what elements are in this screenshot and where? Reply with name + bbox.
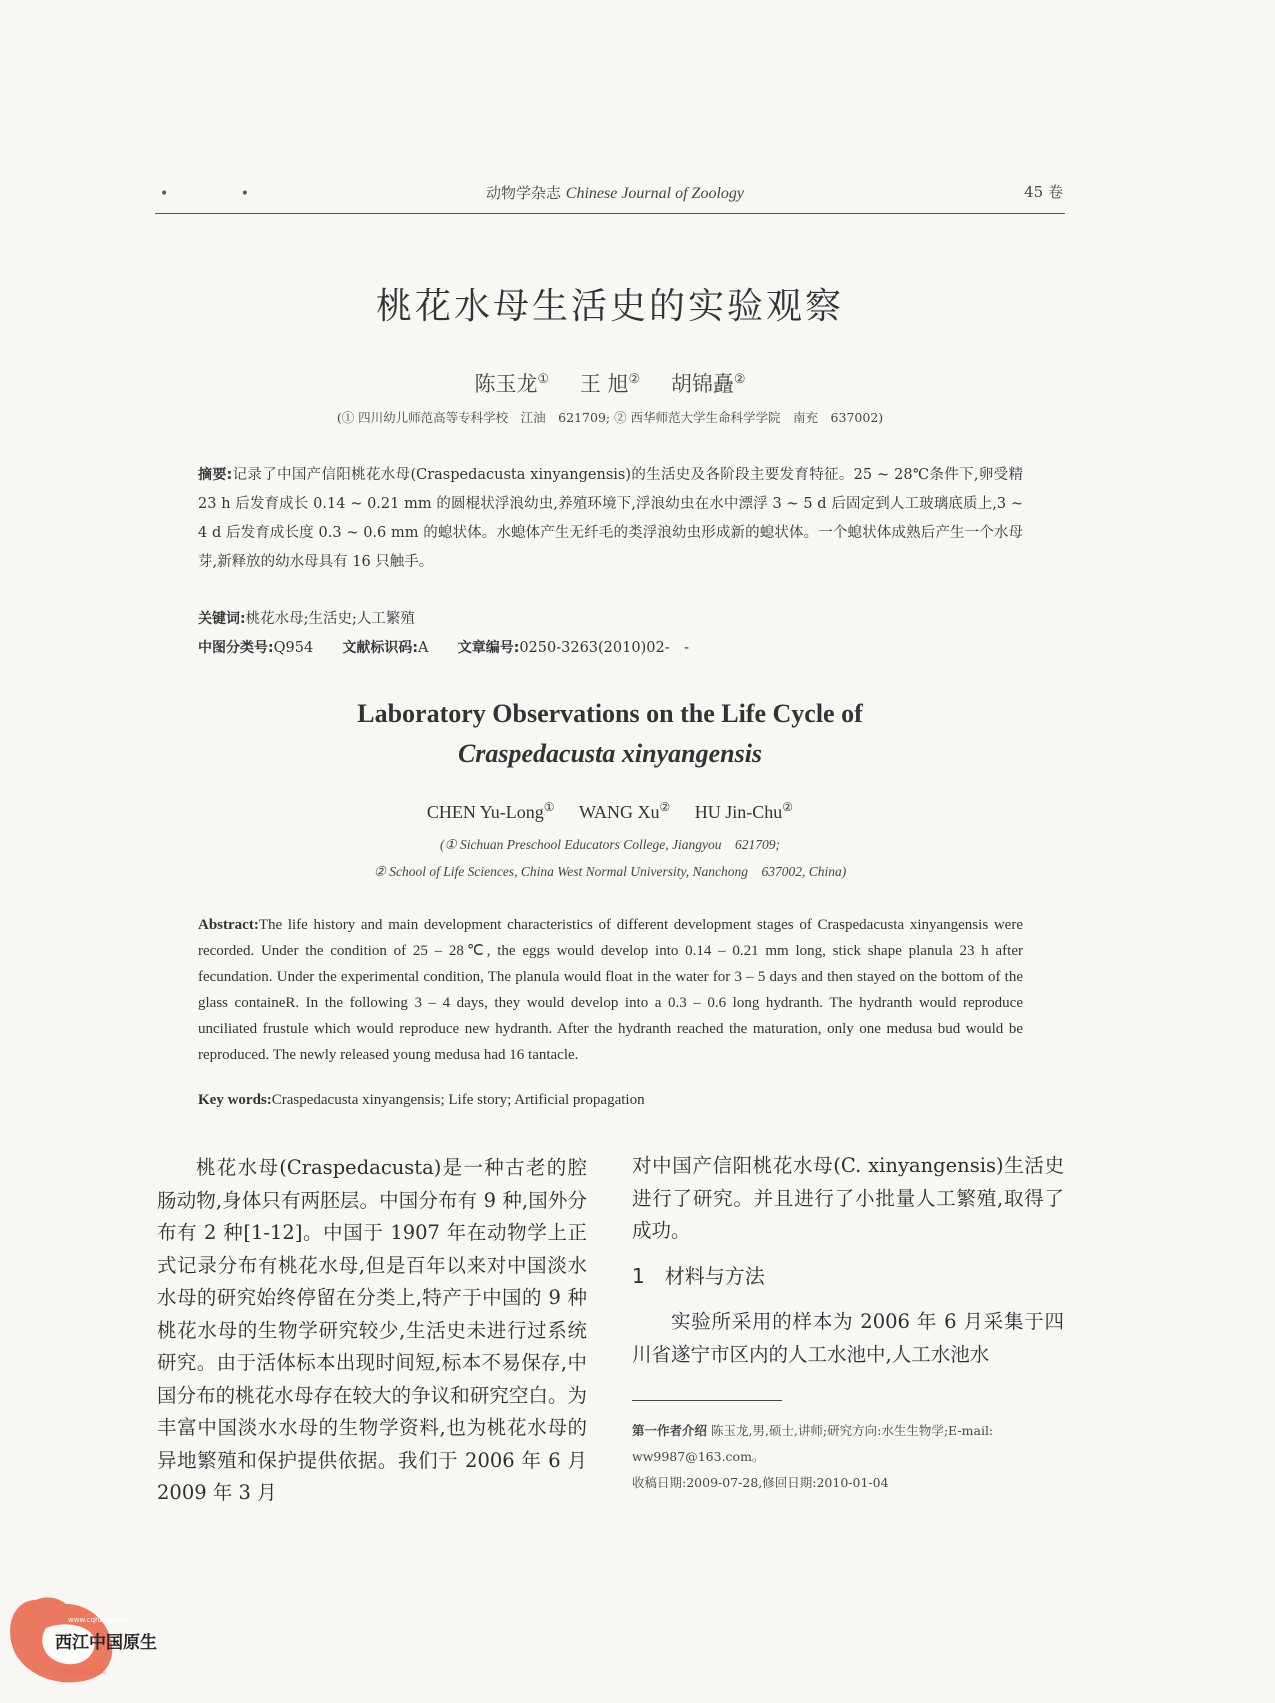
body-left-column <box>157 1152 587 1510</box>
footnote-rule <box>632 1400 782 1401</box>
logo-url: www.cqhzq.com <box>68 1616 125 1624</box>
affiliation-en-1: (① Sichuan Preschool Educators College, Jiangyou 621709; <box>439 837 781 852</box>
classification-line: 中图分类号:Q954 文献标识码:A 文章编号:0250-3263(2010)02- - <box>198 640 689 656</box>
affiliation-cn: (① 四川幼儿师范高等专科学校 江油 621709; ② 西华师范大学生命科学学院 南充 637002) <box>336 410 884 425</box>
section-title: 材料与方法 <box>664 1263 765 1288</box>
author-en-2: WANG Xu② <box>579 800 671 822</box>
abstract-label-en: Abstract: <box>198 917 259 933</box>
received-dates: 收稿日期:2009-07-28,修回日期:2010-01-04 <box>632 1475 889 1490</box>
methods-paragraph: 实验所采用的样本为 2006 年 6 月采集于四川省遂宁市区内的人工水池中,人工水池水 <box>632 1310 1064 1366</box>
author-list-en <box>0 800 1220 823</box>
volume-number: 45 卷 <box>1024 183 1063 201</box>
article-number: 0250-3263(2010)02- - <box>519 640 689 656</box>
title-en-line-1: Laboratory Observations on the Life Cycle of <box>357 699 863 728</box>
abstract-cn <box>198 461 1023 577</box>
author-footnote-label: 第一作者介绍 <box>632 1423 708 1438</box>
keywords-cn <box>198 605 1023 634</box>
intro-paragraph: 桃花水母(Craspedacusta)是一种古老的腔肠动物,身体只有两胚层。中国分布有 9 种,国外分布有 2 种[1-12]。中国于 1907 年在动物学上正式记录分布有桃花水母,但是百年以来对中国淡水水母的研究始终停留在分类上,特产于中国的 9 种桃花水母的生物学研究较少,生活史未进行过系统研究。由于活体标本出现时间短,标本不易保存,中国分布的桃花水母存在较大的争议和研究空白。为丰富中国淡水水母的生物学资料,也为桃花水母的异地繁殖和保护提供依据。我们于 2006 年 6 月 2009 年 3 月 <box>157 1156 587 1504</box>
logo-subtext: 守望中国原生之美 <box>58 1669 107 1676</box>
author-en-3: HU Jin-Chu② <box>694 800 794 822</box>
author-footnote-text: 陈玉龙,男,硕士,讲师;研究方向:水生生物学;E-mail: ww9987@163.com。 <box>632 1423 994 1464</box>
author-en-1: CHEN Yu-Long① <box>426 800 555 822</box>
journal-name-en: Chinese Journal of Zoology <box>565 185 744 202</box>
keywords-en <box>198 1092 1023 1109</box>
abstract-label-cn: 摘要: <box>198 467 233 483</box>
author-cn-3: 胡锦矗② <box>670 372 746 396</box>
section-heading <box>632 1260 1064 1293</box>
header-rule <box>155 213 1065 214</box>
author-cn-1: 陈玉龙① <box>474 372 550 396</box>
author-cn-2: 王 旭② <box>579 372 641 396</box>
article-title-cn: 桃花水母生活史的实验观察 <box>375 286 844 327</box>
journal-name-cn: 动物学杂志 <box>485 184 561 202</box>
article-title-en <box>0 694 1220 774</box>
keywords-label-cn: 关键词: <box>198 611 246 627</box>
author-list-cn <box>0 368 1220 398</box>
header-dots: • • <box>160 186 283 202</box>
abstract-text-en: The life history and main development characteristics of different development stages of Craspedacusta xinyangensis were recorded. Under the condition of 25 – 28℃, the eggs would develop into 0.14 – 0.21 mm long, stick shape planula 23 h after fecundation. Under the experimental condition, The planula would float in the water for 3 – 5 days and then stayed on the bottom of the glass containeR. In the following 3 – 4 days, they would develop into a 0.3 – 0.6 long hydranth. The hydranth would reproduce unciliated frustule which would reproduce new hydranth. After the hydranth reached the maturation, only one medusa bud would be reproduced. The newly released young medusa had 16 tantacle. <box>198 917 1023 1063</box>
abstract-text-cn: 记录了中国产信阳桃花水母(Craspedacusta xinyangensis)的生活史及各阶段主要发育特征。25 ~ 28℃条件下,卵受精 23 h 后发育成长 0.14 ~ 0.21 mm 的圆棍状浮浪幼虫,养殖环境下,浮浪幼虫在水中漂浮 3 ~ 5 d 后固定到人工玻璃底质上,3 ~ 4 d 后发育成长度 0.3 ~ 0.6 mm 的螅状体。水螅体产生无纤毛的类浮浪幼虫形成新的螅状体。一个螅状体成熟后产生一个水母芽,新释放的幼水母具有 16 只触手。 <box>198 467 1023 570</box>
keywords-text-cn: 桃花水母;生活史;人工繁殖 <box>245 611 415 627</box>
abstract-en <box>198 912 1023 1068</box>
author-footnote <box>632 1418 1064 1470</box>
clc-number: Q954 <box>273 640 314 656</box>
keywords-label-en: Key words: <box>198 1092 272 1108</box>
keywords-text-en: Craspedacusta xinyangensis; Life story; Artificial propagation <box>271 1092 645 1108</box>
document-code: A <box>418 640 429 656</box>
section-number: 1 <box>632 1263 645 1288</box>
body-right-column <box>632 1150 1064 1371</box>
watermark-text: 西江中国原生 <box>55 1633 157 1653</box>
affiliation-en-2: ② School of Life Sciences, China West Normal University, Nanchong 637002, China) <box>373 864 847 879</box>
intro-continuation: 对中国产信阳桃花水母(C. xinyangensis)生活史进行了研究。并且进行了小批量人工繁殖,取得了成功。 <box>632 1154 1064 1242</box>
title-en-line-2: Craspedacusta xinyangensis <box>457 739 763 768</box>
